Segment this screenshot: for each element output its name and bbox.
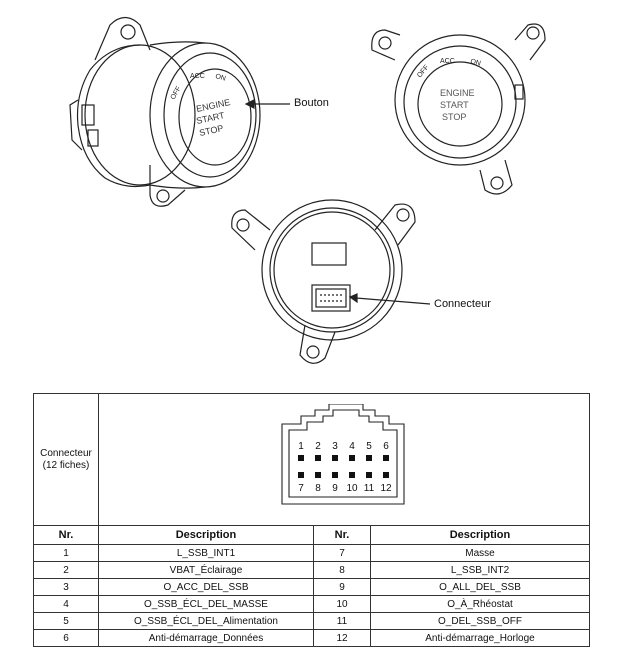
pin-label: 8 xyxy=(315,483,321,494)
header-nr-1: Nr. xyxy=(34,526,99,545)
pin-description-cell: Anti-démarrage_Données xyxy=(99,630,314,647)
pin-square xyxy=(366,455,372,461)
connector-drawing-cell xyxy=(99,394,590,526)
pin-label: 2 xyxy=(315,441,321,452)
label-acc-right: ACC xyxy=(440,58,455,65)
svg-text:START: START xyxy=(440,100,469,110)
pin-number-cell: 10 xyxy=(314,596,371,613)
pin-label: 7 xyxy=(298,483,304,494)
pin-description-cell: O_ALL_DEL_SSB xyxy=(371,579,590,596)
pin-label: 12 xyxy=(380,483,392,494)
pin-number-cell: 11 xyxy=(314,613,371,630)
connector-label-cell xyxy=(34,394,99,526)
button-legend-left xyxy=(195,97,231,138)
pin-description-cell: Anti-démarrage_Horloge xyxy=(371,630,590,647)
connector-face-drawing xyxy=(279,404,409,512)
pin-description-cell: O_À_Rhéostat xyxy=(371,596,590,613)
pin-description-cell: O_DEL_SSB_OFF xyxy=(371,613,590,630)
label-acc-left: ACC xyxy=(190,73,205,80)
connector-label-line2: (12 fiches) xyxy=(42,459,90,471)
table-row xyxy=(34,613,590,630)
button-legend-right xyxy=(440,88,475,122)
svg-text:STOP: STOP xyxy=(198,123,225,138)
pinout-table xyxy=(33,393,590,647)
switch-side-view xyxy=(70,18,260,207)
pin-number-cell: 3 xyxy=(34,579,99,596)
label-on-left: ON xyxy=(214,73,227,83)
table-header-row xyxy=(34,526,590,545)
svg-text:ENGINE: ENGINE xyxy=(440,88,475,98)
svg-text:ENGINE: ENGINE xyxy=(195,96,232,114)
pin-number-cell: 5 xyxy=(34,613,99,630)
table-row xyxy=(34,545,590,562)
pin-square xyxy=(349,455,355,461)
pin-description-cell: L_SSB_INT2 xyxy=(371,562,590,579)
pin-description-cell: VBAT_Éclairage xyxy=(99,562,314,579)
label-off-right: OFF xyxy=(416,64,431,80)
pin-label: 4 xyxy=(349,441,355,452)
pin-description-cell: L_SSB_INT1 xyxy=(99,545,314,562)
pin-square xyxy=(332,455,338,461)
pin-description-cell: O_SSB_ÉCL_DEL_MASSE xyxy=(99,596,314,613)
pin-square xyxy=(349,472,355,478)
switch-rear-view xyxy=(232,200,415,363)
pinout-table-section xyxy=(33,393,590,654)
button-callout: Bouton xyxy=(294,97,329,109)
pin-number-cell: 2 xyxy=(34,562,99,579)
table-row xyxy=(34,579,590,596)
svg-text:START: START xyxy=(195,110,226,126)
pin-label: 1 xyxy=(298,441,304,452)
pin-number-cell: 6 xyxy=(34,630,99,647)
pin-description-cell: O_ACC_DEL_SSB xyxy=(99,579,314,596)
pin-label: 9 xyxy=(332,483,338,494)
pin-number-cell: 7 xyxy=(314,545,371,562)
pin-square xyxy=(298,472,304,478)
pin-label: 3 xyxy=(332,441,338,452)
connector-label-line1: Connecteur xyxy=(40,447,92,459)
pin-square xyxy=(366,472,372,478)
header-description-2: Description xyxy=(371,526,590,545)
label-on-right: ON xyxy=(469,58,482,68)
table-row xyxy=(34,562,590,579)
connector-row xyxy=(34,394,590,526)
pin-number-cell: 1 xyxy=(34,545,99,562)
pin-description-cell: Masse xyxy=(371,545,590,562)
pin-number-cell: 12 xyxy=(314,630,371,647)
pin-description-cell: O_SSB_ÉCL_DEL_Alimentation xyxy=(99,613,314,630)
pin-square xyxy=(315,455,321,461)
pin-square xyxy=(383,472,389,478)
label-off-left: OFF xyxy=(169,85,183,101)
pin-square xyxy=(298,455,304,461)
pin-square xyxy=(383,455,389,461)
pin-label: 6 xyxy=(383,441,389,452)
pin-number-cell: 9 xyxy=(314,579,371,596)
pin-label: 11 xyxy=(363,483,375,494)
pin-label: 10 xyxy=(346,483,358,494)
table-row xyxy=(34,630,590,647)
header-nr-2: Nr. xyxy=(314,526,371,545)
pin-number-cell: 8 xyxy=(314,562,371,579)
pin-label: 5 xyxy=(366,441,372,452)
connector-callout: Connecteur xyxy=(434,298,491,310)
pin-square xyxy=(332,472,338,478)
pin-square xyxy=(315,472,321,478)
header-description-1: Description xyxy=(99,526,314,545)
svg-text:STOP: STOP xyxy=(442,112,467,122)
pin-number-cell: 4 xyxy=(34,596,99,613)
table-row xyxy=(34,596,590,613)
